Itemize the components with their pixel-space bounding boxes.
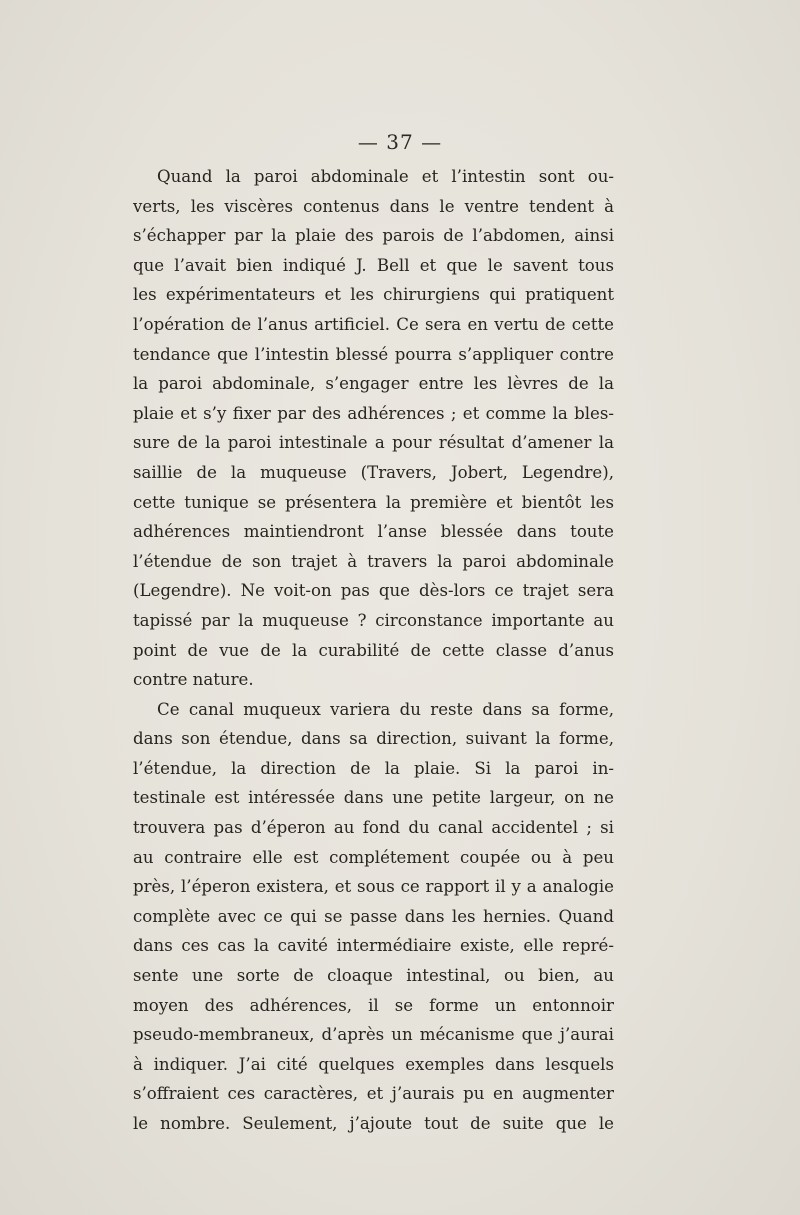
- paragraph: [133, 162, 614, 695]
- text-line: l’étendue, la direction de la plaie. Si la paroi in-: [133, 758, 614, 778]
- text-line: contre nature.: [133, 670, 254, 690]
- text-line: dans ces cas la cavité intermédiaire existe, elle repré-: [133, 936, 614, 956]
- text-line: à indiquer. J’ai cité quelques exemples dans lesquels: [133, 1054, 614, 1074]
- text-line: près, l’éperon existera, et sous ce rapport il y a analogie: [133, 877, 614, 897]
- paragraph: [133, 695, 614, 1139]
- text-line: le nombre. Seulement, j’ajoute tout de suite que le: [133, 1114, 614, 1133]
- text-line: l’étendue de son trajet à travers la paroi abdominale: [133, 551, 614, 571]
- text-line: saillie de la muqueuse (Travers, Jobert, Legendre),: [133, 462, 614, 482]
- body-text: [133, 162, 614, 1139]
- text-line: s’échapper par la plaie des parois de l’abdomen, ainsi: [133, 226, 614, 246]
- text-line: Ce canal muqueux variera du reste dans sa forme,: [157, 699, 614, 719]
- text-line: la paroi abdominale, s’engager entre les lèvres de la: [133, 374, 614, 394]
- text-line: Quand la paroi abdominale et l’intestin sont ou-: [157, 167, 614, 186]
- text-line: tapissé par la muqueuse ? circonstance importante au: [133, 610, 614, 630]
- text-line: plaie et s’y fixer par des adhérences ; et comme la bles-: [133, 403, 614, 423]
- text-line: verts, les viscères contenus dans le ventre tendent à: [133, 196, 614, 216]
- text-line: adhérences maintiendront l’anse blessée dans toute: [133, 522, 614, 542]
- text-line: l’opération de l’anus artificiel. Ce sera en vertu de cette: [133, 314, 614, 334]
- text-line: pseudo-membraneux, d’après un mécanisme que j’aurai: [133, 1025, 614, 1045]
- text-line: que l’avait bien indiqué J. Bell et que le savent tous: [133, 255, 614, 275]
- text-line: tendance que l’intestin blessé pourra s’appliquer contre: [133, 344, 614, 364]
- text-line: sure de la paroi intestinale a pour résultat d’amener la: [133, 433, 614, 453]
- text-line: cette tunique se présentera la première et bientôt les: [133, 492, 614, 512]
- text-line: les expérimentateurs et les chirurgiens qui pratiquent: [133, 285, 614, 305]
- text-line: sente une sorte de cloaque intestinal, ou bien, au: [133, 966, 614, 986]
- text-line: au contraire elle est complétement coupée ou à peu: [133, 847, 614, 867]
- text-line: moyen des adhérences, il se forme un entonnoir: [133, 995, 614, 1015]
- text-line: complète avec ce qui se passe dans les hernies. Quand: [133, 906, 614, 926]
- text-line: (Legendre). Ne voit-on pas que dès-lors ce trajet sera: [133, 581, 614, 601]
- text-line: trouvera pas d’éperon au fond du canal accidentel ; si: [133, 818, 614, 838]
- page-number: — 37 —: [357, 130, 443, 154]
- text-line: testinale est intéressée dans une petite largeur, on ne: [133, 788, 614, 808]
- text-line: dans son étendue, dans sa direction, suivant la forme,: [133, 729, 614, 749]
- text-line: s’offraient ces caractères, et j’aurais pu en augmenter: [133, 1084, 614, 1104]
- text-line: point de vue de la curabilité de cette classe d’anus: [133, 640, 614, 660]
